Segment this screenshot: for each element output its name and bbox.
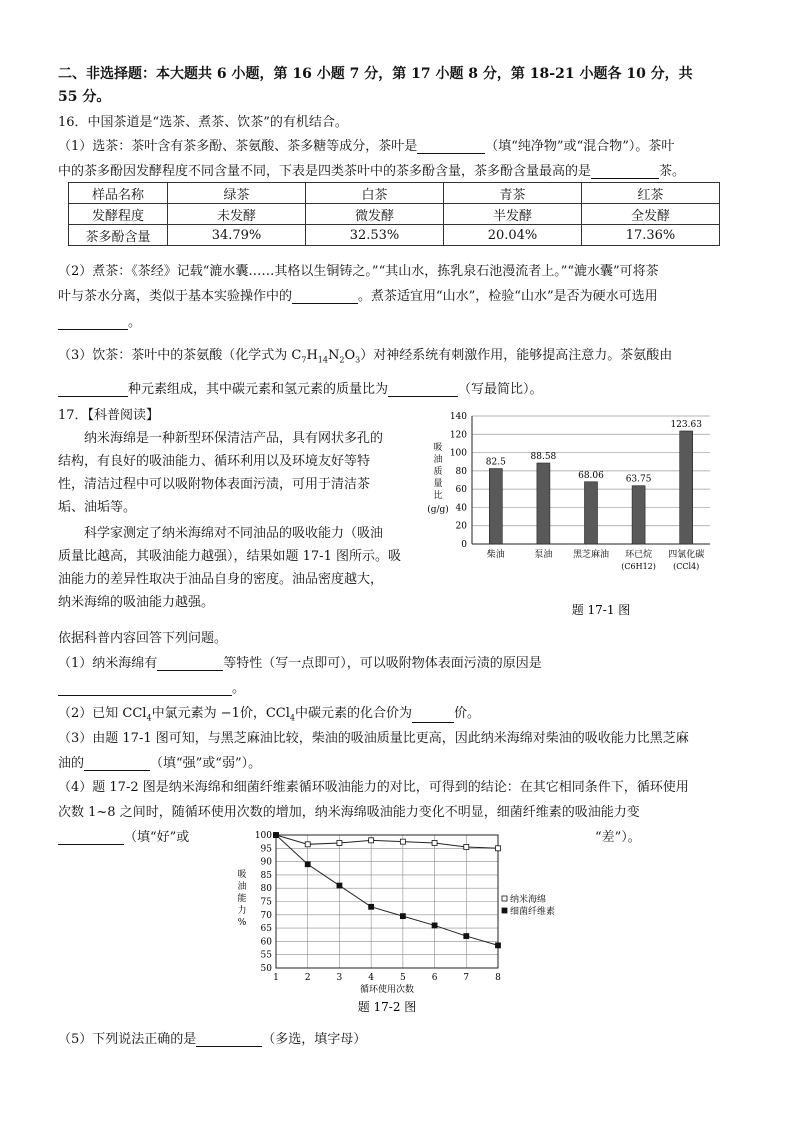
q16-text: 中的茶多酚因发酵程度不同含量不同，下表是四类茶叶中的茶多酚含量，茶多酚含量最高的是 bbox=[58, 164, 592, 179]
data-point bbox=[274, 833, 279, 838]
y-axis-label: % bbox=[237, 918, 247, 928]
chart-caption: 题 17-1 图 bbox=[571, 603, 631, 617]
y-tick-label: 80 bbox=[260, 884, 272, 895]
q16-text: 叶与茶水分离，类似于基本实验操作中的 bbox=[58, 289, 293, 304]
q16-stem: 16．中国茶道是“选茶、煮茶、饮茶”的有机结合。 bbox=[58, 115, 348, 130]
category-sublabel: (C6H12) bbox=[621, 562, 656, 571]
y-axis-label: 能 bbox=[237, 894, 247, 904]
table-row bbox=[69, 183, 720, 204]
y-axis-label: 油 bbox=[237, 882, 247, 892]
bar bbox=[537, 463, 550, 544]
answer-blank[interactable] bbox=[58, 682, 232, 696]
y-tick-label: 20 bbox=[455, 521, 467, 532]
q17-sub1-line1 bbox=[58, 652, 542, 671]
data-point bbox=[400, 914, 405, 919]
category-label: 黑芝麻油 bbox=[572, 550, 610, 560]
data-point bbox=[464, 844, 469, 849]
q17-text: 中氯元素为 −1价，CCl bbox=[151, 706, 290, 721]
bar bbox=[585, 482, 598, 544]
y-tick-label: 75 bbox=[260, 897, 272, 908]
bar-value-label: 68.06 bbox=[578, 470, 604, 481]
table-cell: 红茶 bbox=[582, 183, 720, 204]
table-cell: 样品名称 bbox=[69, 183, 168, 204]
q17-text: （5）下列说法正确的是 bbox=[58, 1032, 197, 1047]
bar-value-label: 82.5 bbox=[485, 457, 506, 468]
y-axis-label: 比 bbox=[433, 491, 443, 501]
answer-blank[interactable] bbox=[591, 165, 659, 179]
y-tick-label: 80 bbox=[455, 466, 467, 477]
data-point bbox=[400, 839, 405, 844]
x-tick-label: 7 bbox=[463, 973, 470, 983]
q17-sub4-line3-end: “差”）。 bbox=[595, 830, 641, 845]
answer-blank[interactable] bbox=[58, 831, 124, 845]
subscript: 3 bbox=[355, 355, 361, 365]
answer-blank[interactable] bbox=[196, 1033, 262, 1047]
table-cell: 34.79% bbox=[168, 225, 306, 246]
subscript: 4 bbox=[289, 713, 296, 723]
y-tick-label: 60 bbox=[455, 485, 467, 496]
q16-text: 种元素组成，其中碳元素和氢元素的质量比为 bbox=[128, 382, 389, 397]
q17-sub3-line1: （3）由题 17-1 图可知，与黑芝麻油比较，柴油的吸油质量比更高，因此纳米海绵对柴油的吸收能力比黑芝麻 bbox=[58, 731, 689, 746]
q17-sub1-line2 bbox=[58, 677, 245, 696]
bar-value-label: 88.58 bbox=[530, 452, 557, 463]
x-tick-label: 3 bbox=[336, 973, 343, 983]
q17-instruction: 依据科普内容回答下列问题。 bbox=[58, 631, 228, 646]
q16-part2-line2 bbox=[58, 285, 658, 304]
q17-text: （1）纳米海绵有 bbox=[58, 656, 158, 671]
y-axis-label: 量 bbox=[433, 479, 443, 489]
q17-text: （填“好”或 bbox=[124, 830, 190, 845]
q16-text: 。煮茶适宜用“山水”，检验“山水”是否为硬水可选用 bbox=[358, 289, 658, 304]
q16-text: （填“纯净物”或“混合物”）。茶叶 bbox=[485, 139, 675, 154]
x-tick-label: 5 bbox=[399, 973, 406, 983]
y-axis-label: 质 bbox=[433, 467, 443, 477]
legend-marker bbox=[502, 896, 507, 901]
y-tick-label: 100 bbox=[254, 831, 272, 841]
q17-sub4-line3 bbox=[58, 826, 189, 845]
passage-line: 科学家测定了纳米海绵对不同油品的吸收能力（吸油 bbox=[84, 526, 384, 541]
category-label: 泵油 bbox=[534, 550, 553, 560]
q16-text: O bbox=[344, 348, 356, 363]
passage-line: 纳米海绵的吸油能力越强。 bbox=[58, 595, 215, 610]
y-tick-label: 0 bbox=[461, 540, 467, 550]
bar bbox=[680, 431, 693, 544]
passage-line: 结构，有良好的吸油能力、循环利用以及环境友好等特 bbox=[58, 454, 371, 469]
answer-blank[interactable] bbox=[292, 290, 358, 304]
passage-line: 纳米海绵是一种新型环保清洁产品，具有网状多孔的 bbox=[84, 431, 384, 446]
table-cell: 白茶 bbox=[306, 183, 444, 204]
y-tick-label: 50 bbox=[260, 964, 272, 974]
q16-part1-line2 bbox=[58, 160, 685, 179]
y-axis-label: 吸 bbox=[237, 870, 247, 880]
table-cell: 半发酵 bbox=[444, 204, 582, 225]
q17-text: （填“强”或“弱”）。 bbox=[150, 756, 262, 771]
answer-blank[interactable] bbox=[58, 383, 128, 397]
q16-text: 茶。 bbox=[659, 164, 686, 179]
table-cell: 20.04% bbox=[444, 225, 582, 246]
y-tick-label: 70 bbox=[260, 910, 272, 921]
legend-label: 细菌纤维素 bbox=[510, 907, 556, 917]
section-heading-line1: 二、非选择题：本大题共 6 小题，第 16 小题 7 分，第 17 小题 8 分，第 18-21 小题各 10 分，共 bbox=[58, 66, 693, 82]
q17-sub3-line2 bbox=[58, 752, 261, 771]
category-label: 环已烷 bbox=[625, 550, 653, 560]
y-tick-label: 60 bbox=[260, 937, 272, 948]
bar-value-label: 63.75 bbox=[625, 474, 652, 485]
bar bbox=[489, 469, 502, 544]
answer-blank[interactable] bbox=[157, 657, 223, 671]
q17-text: 。 bbox=[232, 681, 246, 696]
q17-sub4-line2: 次数 1~8 之间时，随循环使用次数的增加，纳米海绵吸油能力变化不明显，细菌纤维素的吸油能力变 bbox=[58, 805, 640, 820]
y-tick-label: 120 bbox=[449, 430, 467, 441]
q16-text: 。 bbox=[128, 315, 142, 330]
subscript: 14 bbox=[317, 355, 328, 365]
chart-caption: 题 17-2 图 bbox=[357, 1000, 417, 1014]
table-cell: 全发酵 bbox=[582, 204, 720, 225]
data-point bbox=[432, 923, 437, 928]
y-tick-label: 55 bbox=[260, 950, 272, 961]
x-tick-label: 1 bbox=[273, 973, 279, 983]
data-point bbox=[496, 943, 501, 948]
q16-text: H bbox=[306, 348, 318, 363]
subscript: 7 bbox=[301, 355, 307, 365]
q16-part1-line1 bbox=[58, 135, 674, 154]
q17-sub5 bbox=[58, 1028, 366, 1047]
series-line bbox=[276, 835, 498, 945]
y-tick-label: 140 bbox=[449, 412, 467, 422]
y-tick-label: 95 bbox=[260, 844, 272, 855]
answer-blank[interactable] bbox=[412, 709, 454, 723]
q17-text: （2）已知 CCl bbox=[58, 706, 147, 721]
table-cell: 茶多酚含量 bbox=[69, 225, 168, 246]
q16-part3-line1 bbox=[58, 344, 672, 365]
y-axis-unit: (g/g) bbox=[427, 505, 449, 515]
x-tick-label: 4 bbox=[368, 973, 375, 983]
data-point bbox=[337, 840, 342, 845]
y-tick-label: 65 bbox=[260, 924, 272, 935]
oil-absorption-bar-chart bbox=[420, 404, 720, 624]
q17-reading-passage bbox=[58, 427, 401, 614]
q16-part3-line2 bbox=[58, 378, 543, 397]
table-cell: 17.36% bbox=[582, 225, 720, 246]
legend-marker bbox=[502, 908, 507, 913]
y-axis-label: 力 bbox=[237, 906, 247, 916]
category-sublabel: (CCl4) bbox=[673, 562, 700, 571]
table-cell: 微发酵 bbox=[306, 204, 444, 225]
data-point bbox=[337, 883, 342, 888]
cycle-absorption-line-chart bbox=[228, 827, 588, 1017]
data-point bbox=[432, 840, 437, 845]
table-cell: 发酵程度 bbox=[69, 204, 168, 225]
data-point bbox=[305, 862, 310, 867]
data-point bbox=[369, 838, 374, 843]
q16-text: ）对神经系统有刺激作用，能够提高注意力。茶氨酸由 bbox=[360, 348, 673, 363]
x-axis-label: 循环使用次数 bbox=[359, 985, 415, 995]
data-point bbox=[496, 846, 501, 851]
answer-blank[interactable] bbox=[417, 140, 485, 154]
x-tick-label: 8 bbox=[495, 973, 501, 983]
data-point bbox=[369, 904, 374, 909]
category-label: 柴油 bbox=[486, 550, 505, 560]
q16-text: （3）饮茶：茶叶中的茶氨酸（化学式为 C bbox=[58, 348, 302, 363]
q17-sub2 bbox=[58, 702, 480, 723]
x-tick-label: 2 bbox=[304, 973, 311, 983]
table-cell: 青茶 bbox=[444, 183, 582, 204]
section-heading-line2: 55 分。 bbox=[58, 89, 111, 105]
q17-stem: 17．【科普阅读】 bbox=[58, 408, 160, 423]
table-cell: 绿茶 bbox=[168, 183, 306, 204]
answer-blank[interactable] bbox=[388, 383, 458, 397]
subscript: 4 bbox=[146, 713, 152, 723]
q16-part2-line3 bbox=[58, 311, 141, 330]
q17-text: 价。 bbox=[454, 706, 481, 721]
q17-text: 油的 bbox=[58, 756, 85, 771]
data-point bbox=[305, 842, 310, 847]
category-label: 四氯化碳 bbox=[668, 550, 705, 560]
answer-blank[interactable] bbox=[84, 757, 150, 771]
q16-part2-line1: （2）煮茶：《茶经》记载“漉水囊……其格以生铜铸之。”“其山水，拣乳泉石池漫流者上。”“漉水囊”可将茶 bbox=[58, 264, 659, 279]
q17-sub4-line1: （4）题 17-2 图是纳米海绵和细菌纤维素循环吸油能力的对比，可得到的结论：在其它相同条件下，循环使用 bbox=[58, 780, 689, 795]
passage-line: 质量比越高，其吸油能力越强），结果如题 17-1 图所示。吸 bbox=[58, 549, 401, 564]
y-tick-label: 90 bbox=[260, 857, 272, 868]
passage-line: 性，清洁过程中可以吸附物体表面污渍，可用于清洁茶 bbox=[58, 477, 371, 492]
q16-text: （1）选茶：茶叶含有茶多酚、茶氨酸、茶多糖等成分，茶叶是 bbox=[58, 139, 418, 154]
table-row bbox=[69, 225, 720, 246]
table-cell: 未发酵 bbox=[168, 204, 306, 225]
passage-line: 垢、油垢等。 bbox=[58, 500, 137, 515]
answer-blank[interactable] bbox=[58, 316, 128, 330]
table-row bbox=[69, 204, 720, 225]
data-point bbox=[464, 934, 469, 939]
y-tick-label: 85 bbox=[260, 870, 272, 881]
subscript: 2 bbox=[339, 355, 345, 365]
x-tick-label: 6 bbox=[431, 973, 438, 983]
passage-line: 油能力的差异性取决于油品自身的密度。油品密度越大， bbox=[58, 572, 384, 587]
q16-text: （写最简比）。 bbox=[458, 382, 543, 397]
q16-text: N bbox=[327, 348, 340, 363]
y-tick-label: 40 bbox=[455, 503, 467, 514]
bar-value-label: 123.63 bbox=[670, 419, 702, 430]
y-axis-label: 油 bbox=[433, 455, 443, 465]
y-tick-label: 100 bbox=[449, 448, 467, 459]
bar bbox=[632, 486, 645, 544]
legend-label: 纳米海绵 bbox=[510, 895, 547, 905]
y-axis-label: 吸 bbox=[433, 443, 443, 453]
q17-text: 中碳元素的化合价为 bbox=[295, 706, 413, 721]
table-cell: 32.53% bbox=[306, 225, 444, 246]
q17-text: 等特性（写一点即可），可以吸附物体表面污渍的原因是 bbox=[223, 656, 542, 671]
q17-text: （多选，填字母） bbox=[262, 1032, 367, 1047]
tea-polyphenol-table bbox=[68, 182, 720, 246]
